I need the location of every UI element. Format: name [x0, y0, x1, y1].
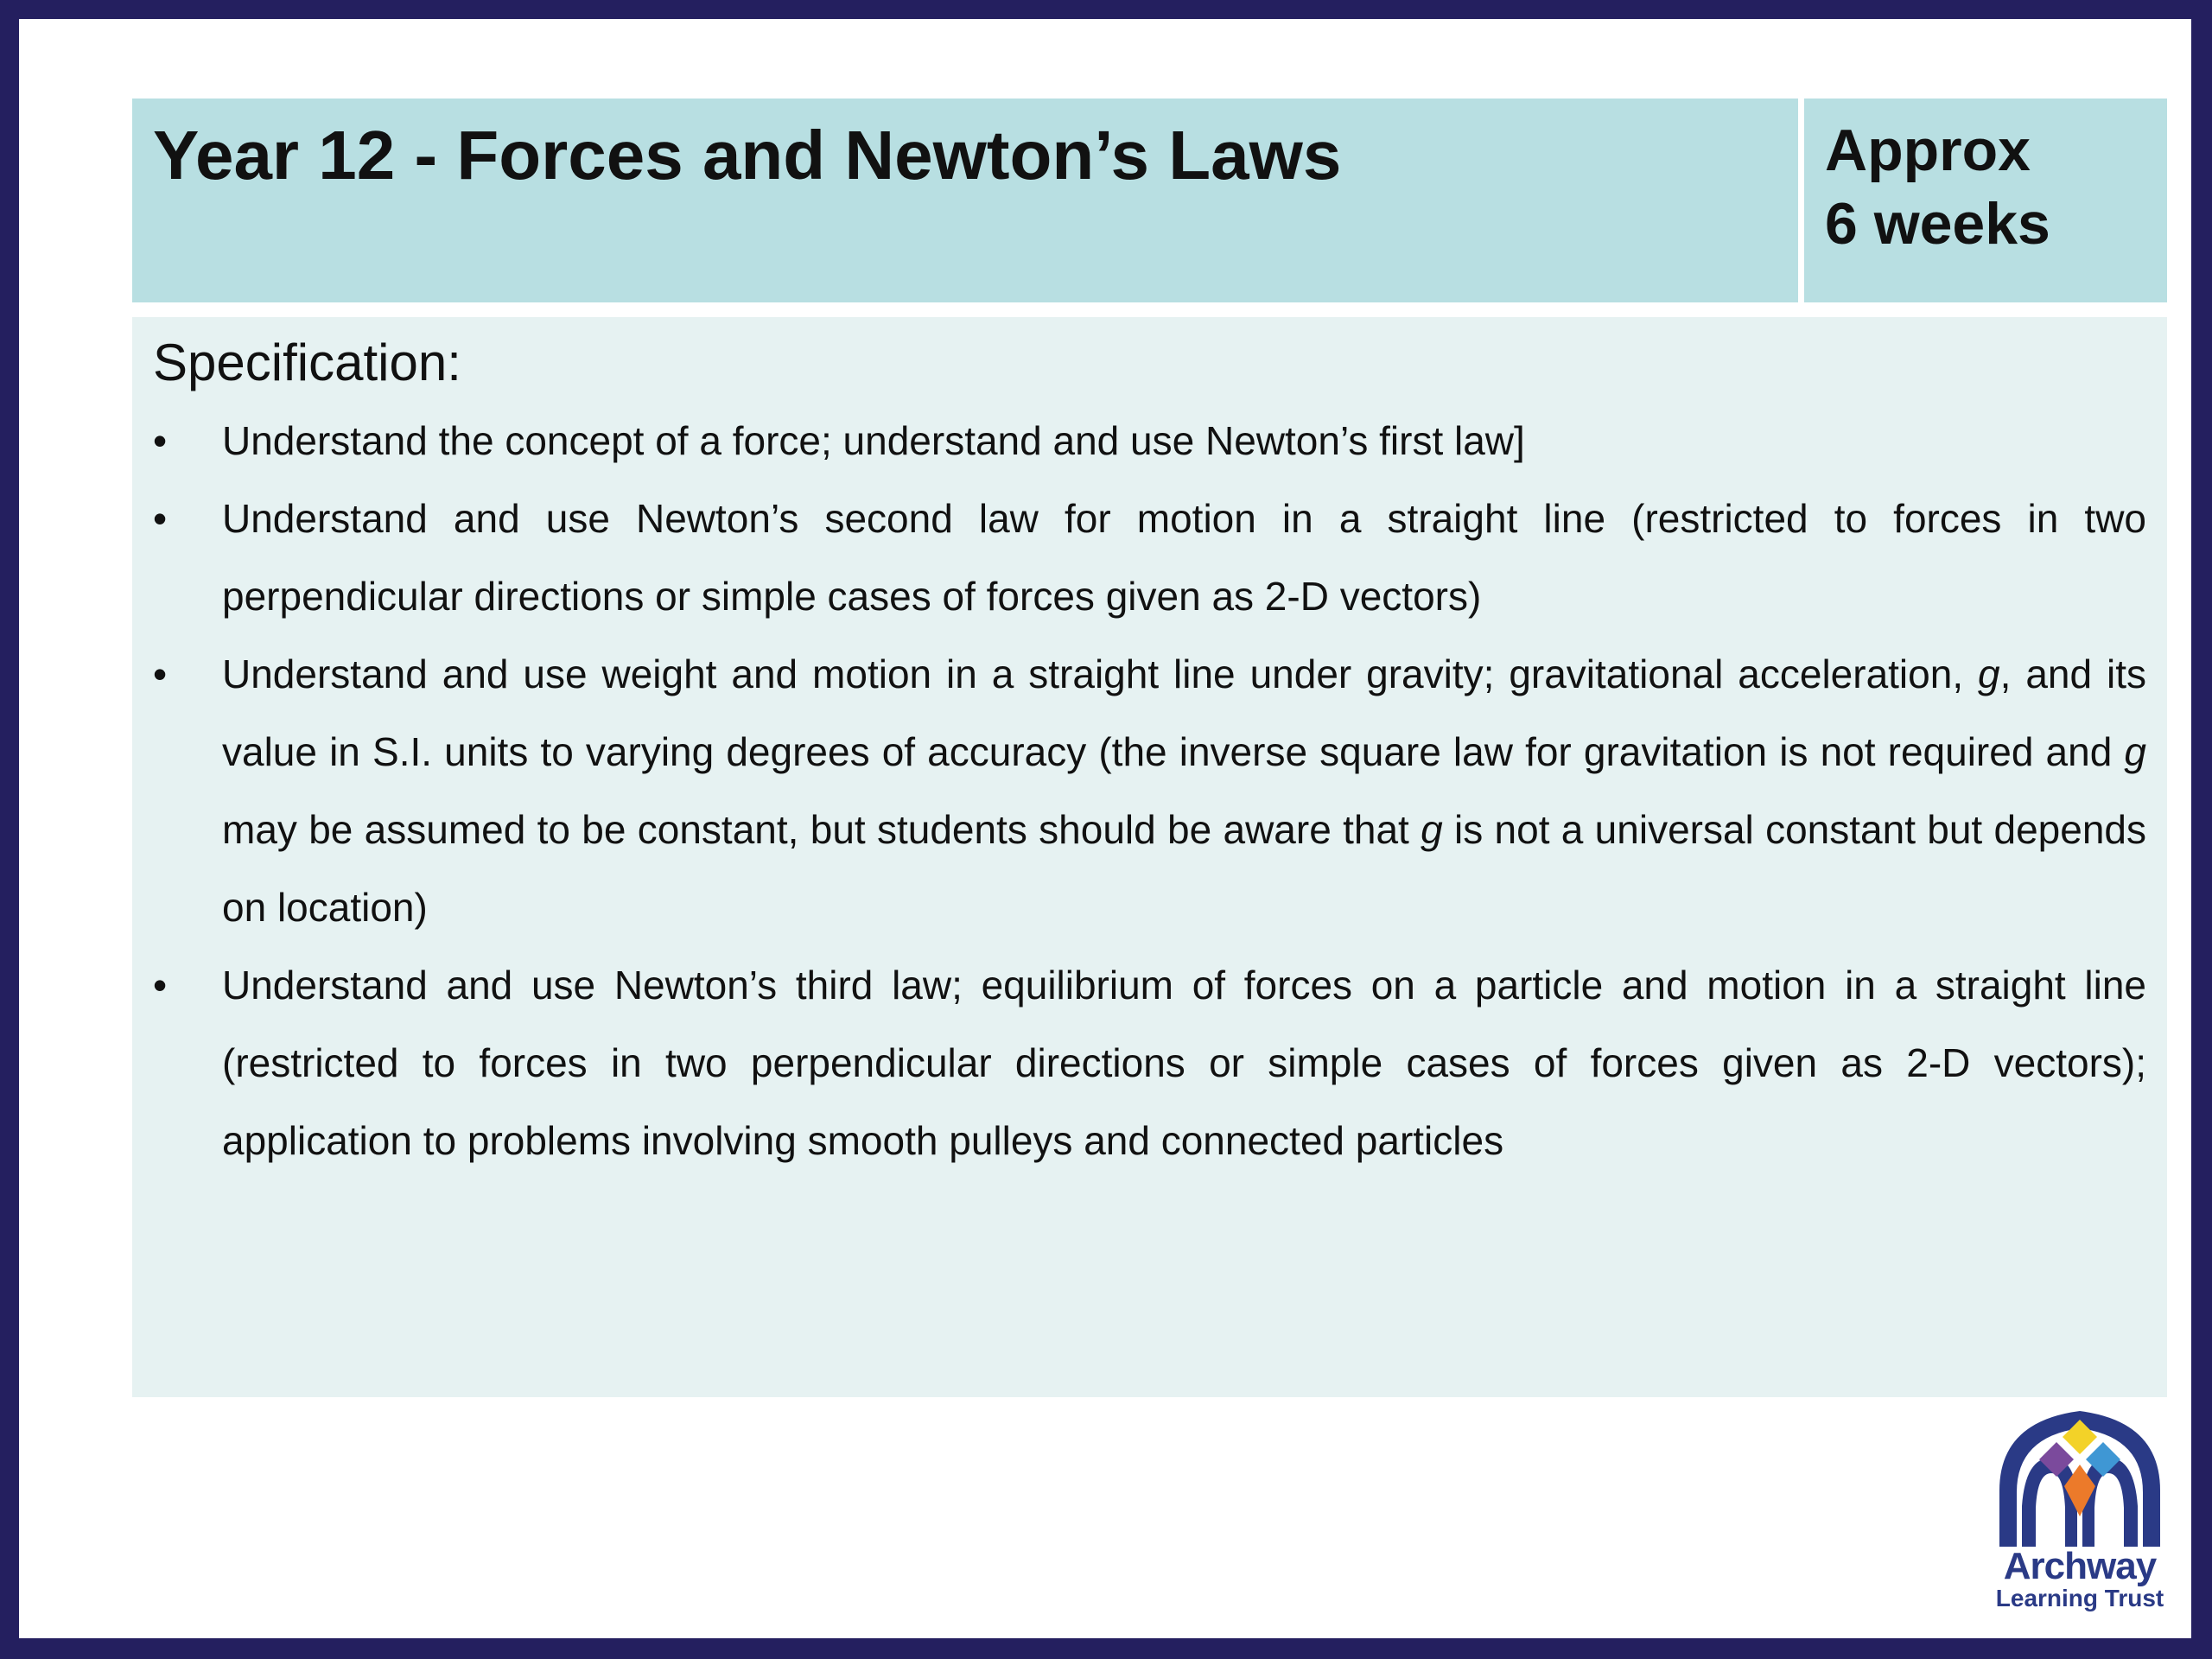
variable-g: g	[2124, 729, 2146, 774]
left-inner-arch	[2022, 1458, 2077, 1547]
archway-logo	[1980, 1404, 2179, 1620]
bullet-icon: •	[153, 963, 168, 1007]
duration-line-2: 6 weeks	[1825, 191, 2050, 257]
variable-g: g	[1978, 652, 2000, 696]
logo-name: Archway	[2003, 1545, 2157, 1587]
specification-heading: Specification:	[153, 334, 461, 391]
list-item-text: Understand and use weight and motion in a straight line under gravity; gravitational acceleration,	[222, 652, 1964, 696]
bullet-icon: •	[153, 496, 168, 541]
page-title: Year 12 - Forces and Newton’s Laws	[153, 117, 1342, 194]
bullet-icon: •	[153, 652, 168, 696]
variable-g: g	[1421, 807, 1443, 852]
duration-banner	[1804, 99, 2167, 302]
list-item	[153, 480, 2146, 635]
archway-arch-icon	[1980, 1404, 2179, 1547]
logo-subtitle: Learning Trust	[1995, 1585, 2164, 1611]
list-item-text: , and its value in S.I. units to varying degrees of accuracy (the inverse square law for gravitation is not required and	[222, 652, 2146, 774]
list-item-text: is not a universal constant but depends on location)	[222, 807, 2147, 930]
list-item	[153, 635, 2146, 946]
list-item-text: Understand and use Newton’s third law; equilibrium of forces on a particle and motion in a straight line (restricted to forces in two perpendicular directions or simple cases of forces given as 2-D vectors); application to problems involving smooth pulleys and connected particles	[222, 963, 2146, 1163]
slide	[19, 19, 2191, 1638]
title-banner	[132, 99, 1798, 302]
specification-panel	[132, 317, 2167, 1397]
list-item	[153, 946, 2146, 1179]
list-item-text: may be assumed to be constant, but students should be aware that	[222, 807, 1409, 852]
list-item-text: Understand and use Newton’s second law for motion in a straight line (restricted to forces in two perpendicular directions or simple cases of forces given as 2-D vectors)	[222, 496, 2146, 619]
list-item-text: Understand the concept of a force; understand and use Newton’s first law]	[222, 418, 1525, 463]
duration-line-1: Approx	[1825, 118, 2031, 183]
specification-list	[153, 402, 2146, 1179]
duration-label	[1825, 114, 2050, 261]
right-inner-arch	[2082, 1458, 2138, 1547]
list-item	[153, 402, 2146, 480]
bullet-icon: •	[153, 418, 168, 463]
